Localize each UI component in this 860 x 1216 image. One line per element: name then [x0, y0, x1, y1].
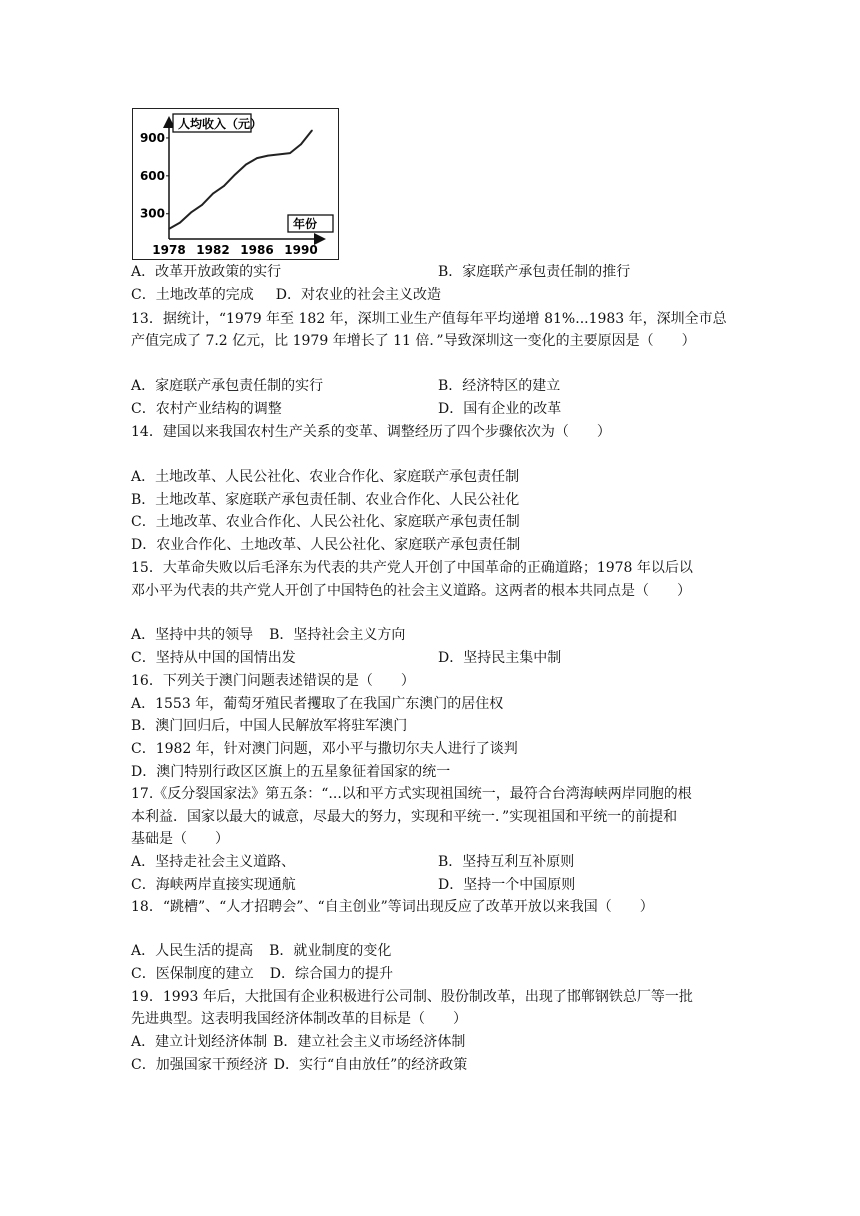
income-chart — [132, 108, 339, 260]
q13-option-c: C．农村产业结构的调整 — [131, 401, 282, 417]
q19-stem-line1: 19．1993 年后，大批国有企业积极进行公司制、股份制改革，出现了邯郸钢铁总厂等一批 — [131, 989, 693, 1005]
income-data-point — [256, 157, 258, 159]
q18-option-a: A．人民生活的提高 — [131, 943, 254, 959]
q15-option-a: A．坚持中共的领导 — [131, 627, 254, 643]
q16-stem: 16．下列关于澳门问题表述错误的是（ ） — [131, 673, 415, 689]
q17-stem-line3: 基础是（ ） — [131, 831, 229, 847]
x-axis-label: 年份 — [293, 217, 318, 231]
income-data-point — [245, 164, 247, 166]
q14-option-c: C．土地改革、农业合作化、人民公社化、家庭联产承包责任制 — [131, 514, 520, 530]
income-data-point — [278, 154, 280, 156]
y-tick-label: 600 — [139, 168, 165, 183]
x-tick-label: 1978 — [152, 243, 186, 257]
q15-option-d: D．坚持民主集中制 — [438, 650, 562, 666]
q13-stem-line2: 产值完成了 7.2 亿元，比 1979 年增长了 11 倍．”导致深圳这一变化的主要原因是（ ） — [131, 333, 696, 349]
q12-option-d: D．对农业的社会主义改造 — [275, 287, 441, 303]
q16-option-b: B．澳门回归后，中国人民解放军将驻军澳门 — [131, 718, 408, 734]
q19-option-d: D．实行“自由放任”的经济政策 — [273, 1057, 468, 1073]
q13-option-d: D．国有企业的改革 — [438, 401, 562, 417]
income-data-point — [234, 174, 236, 176]
q16-option-a: A．1553 年，葡萄牙殖民者攫取了在我国广东澳门的居住权 — [131, 696, 504, 712]
q13-option-b: B．经济特区的建立 — [438, 378, 561, 394]
income-chart-svg — [133, 109, 338, 259]
q17-stem-line2: 本利益．国家以最大的诚意，尽最大的努力，实现和平统一．”实现祖国和平统一的前提和 — [131, 809, 678, 825]
q19-option-a: A．建立计划经济体制 — [131, 1034, 268, 1050]
q19-options-ab — [131, 1032, 465, 1052]
q15-options-ab — [131, 625, 405, 645]
q18-option-b: B．就业制度的变化 — [269, 943, 392, 959]
q19-option-c: C．加强国家干预经济 — [131, 1057, 268, 1073]
income-data-point — [190, 212, 192, 214]
y-tick-label: 300 — [139, 206, 165, 221]
income-series-line — [169, 130, 312, 229]
q14-option-b: B．土地改革、家庭联产承包责任制、农业合作化、人民公社化 — [131, 492, 520, 508]
x-tick-label: 1982 — [196, 243, 230, 257]
q16-option-c: C．1982 年，针对澳门问题，邓小平与撒切尔夫人进行了谈判 — [131, 741, 518, 757]
x-tick-label: 1990 — [284, 243, 318, 257]
q14-option-d: D．农业合作化、土地改革、人民公社化、家庭联产承包责任制 — [131, 537, 521, 553]
y-tick-label: 900 — [139, 130, 165, 145]
q12-option-b: B．家庭联产承包责任制的推行 — [438, 264, 631, 280]
q18-options-cd — [131, 964, 393, 984]
q19-options-cd — [131, 1055, 467, 1075]
income-data-point — [289, 152, 291, 154]
income-data-point — [223, 185, 225, 187]
q15-stem-line2: 邓小平为代表的共产党人开创了中国特色的社会主义道路。这两者的根本共同点是（ ） — [131, 583, 691, 599]
q17-option-a: A．坚持走社会主义道路、 — [131, 854, 296, 870]
income-data-point — [212, 193, 214, 195]
q17-option-c: C．海峡两岸直接实现通航 — [131, 877, 296, 893]
income-data-point — [267, 155, 269, 157]
q12-option-a: A．改革开放政策的实行 — [131, 264, 282, 280]
q17-option-b: B．坚持互利互补原则 — [438, 854, 575, 870]
q17-option-d: D．坚持一个中国原则 — [438, 877, 576, 893]
income-data-point — [179, 222, 181, 224]
q18-options-ab — [131, 941, 391, 961]
q18-stem: 18．“跳槽”、“人才招聘会”、“自主创业”等词出现反应了改革开放以来我国（ ） — [131, 899, 654, 915]
chart-title: 人均收入（元） — [178, 117, 263, 131]
income-data-point — [300, 143, 302, 145]
q13-stem-line1: 13．据统计，“1979 年至 182 年，深圳工业生产值每年平均递增 81%...1983 年，深圳全市总 — [131, 311, 727, 327]
q17-stem-line1: 17.《反分裂国家法》第五条：“...以和平方式实现祖国统一，最符合台湾海峡两岸同胞的根 — [131, 786, 692, 802]
q19-option-b: B．建立社会主义市场经济体制 — [273, 1034, 466, 1050]
x-tick-label: 1986 — [240, 243, 274, 257]
income-data-point — [168, 228, 170, 230]
q18-option-c: C．医保制度的建立 — [131, 966, 254, 982]
q14-option-a: A．土地改革、人民公社化、农业合作化、家庭联产承包责任制 — [131, 469, 520, 485]
q18-option-d: D．综合国力的提升 — [269, 966, 393, 982]
q16-option-d: D．澳门特别行政区区旗上的五星象征着国家的统一 — [131, 764, 451, 780]
income-data-point — [201, 204, 203, 206]
q12-options-cd — [131, 285, 441, 305]
q14-stem: 14．建国以来我国农村生产关系的变革、调整经历了四个步骤依次为（ ） — [131, 424, 611, 440]
q13-option-a: A．家庭联产承包责任制的实行 — [131, 378, 324, 394]
income-data-point — [311, 130, 313, 132]
q15-option-c: C．坚持从中国的国情出发 — [131, 650, 296, 666]
q15-option-b: B．坚持社会主义方向 — [269, 627, 406, 643]
q12-option-c: C．土地改革的完成 — [131, 287, 254, 303]
chart-marks — [140, 130, 318, 257]
q19-stem-line2: 先进典型。这表明我国经济体制改革的目标是（ ） — [131, 1011, 467, 1027]
q15-stem-line1: 15．大革命失败以后毛泽东为代表的共产党人开创了中国革命的正确道路；1978 年以后以 — [131, 560, 693, 576]
